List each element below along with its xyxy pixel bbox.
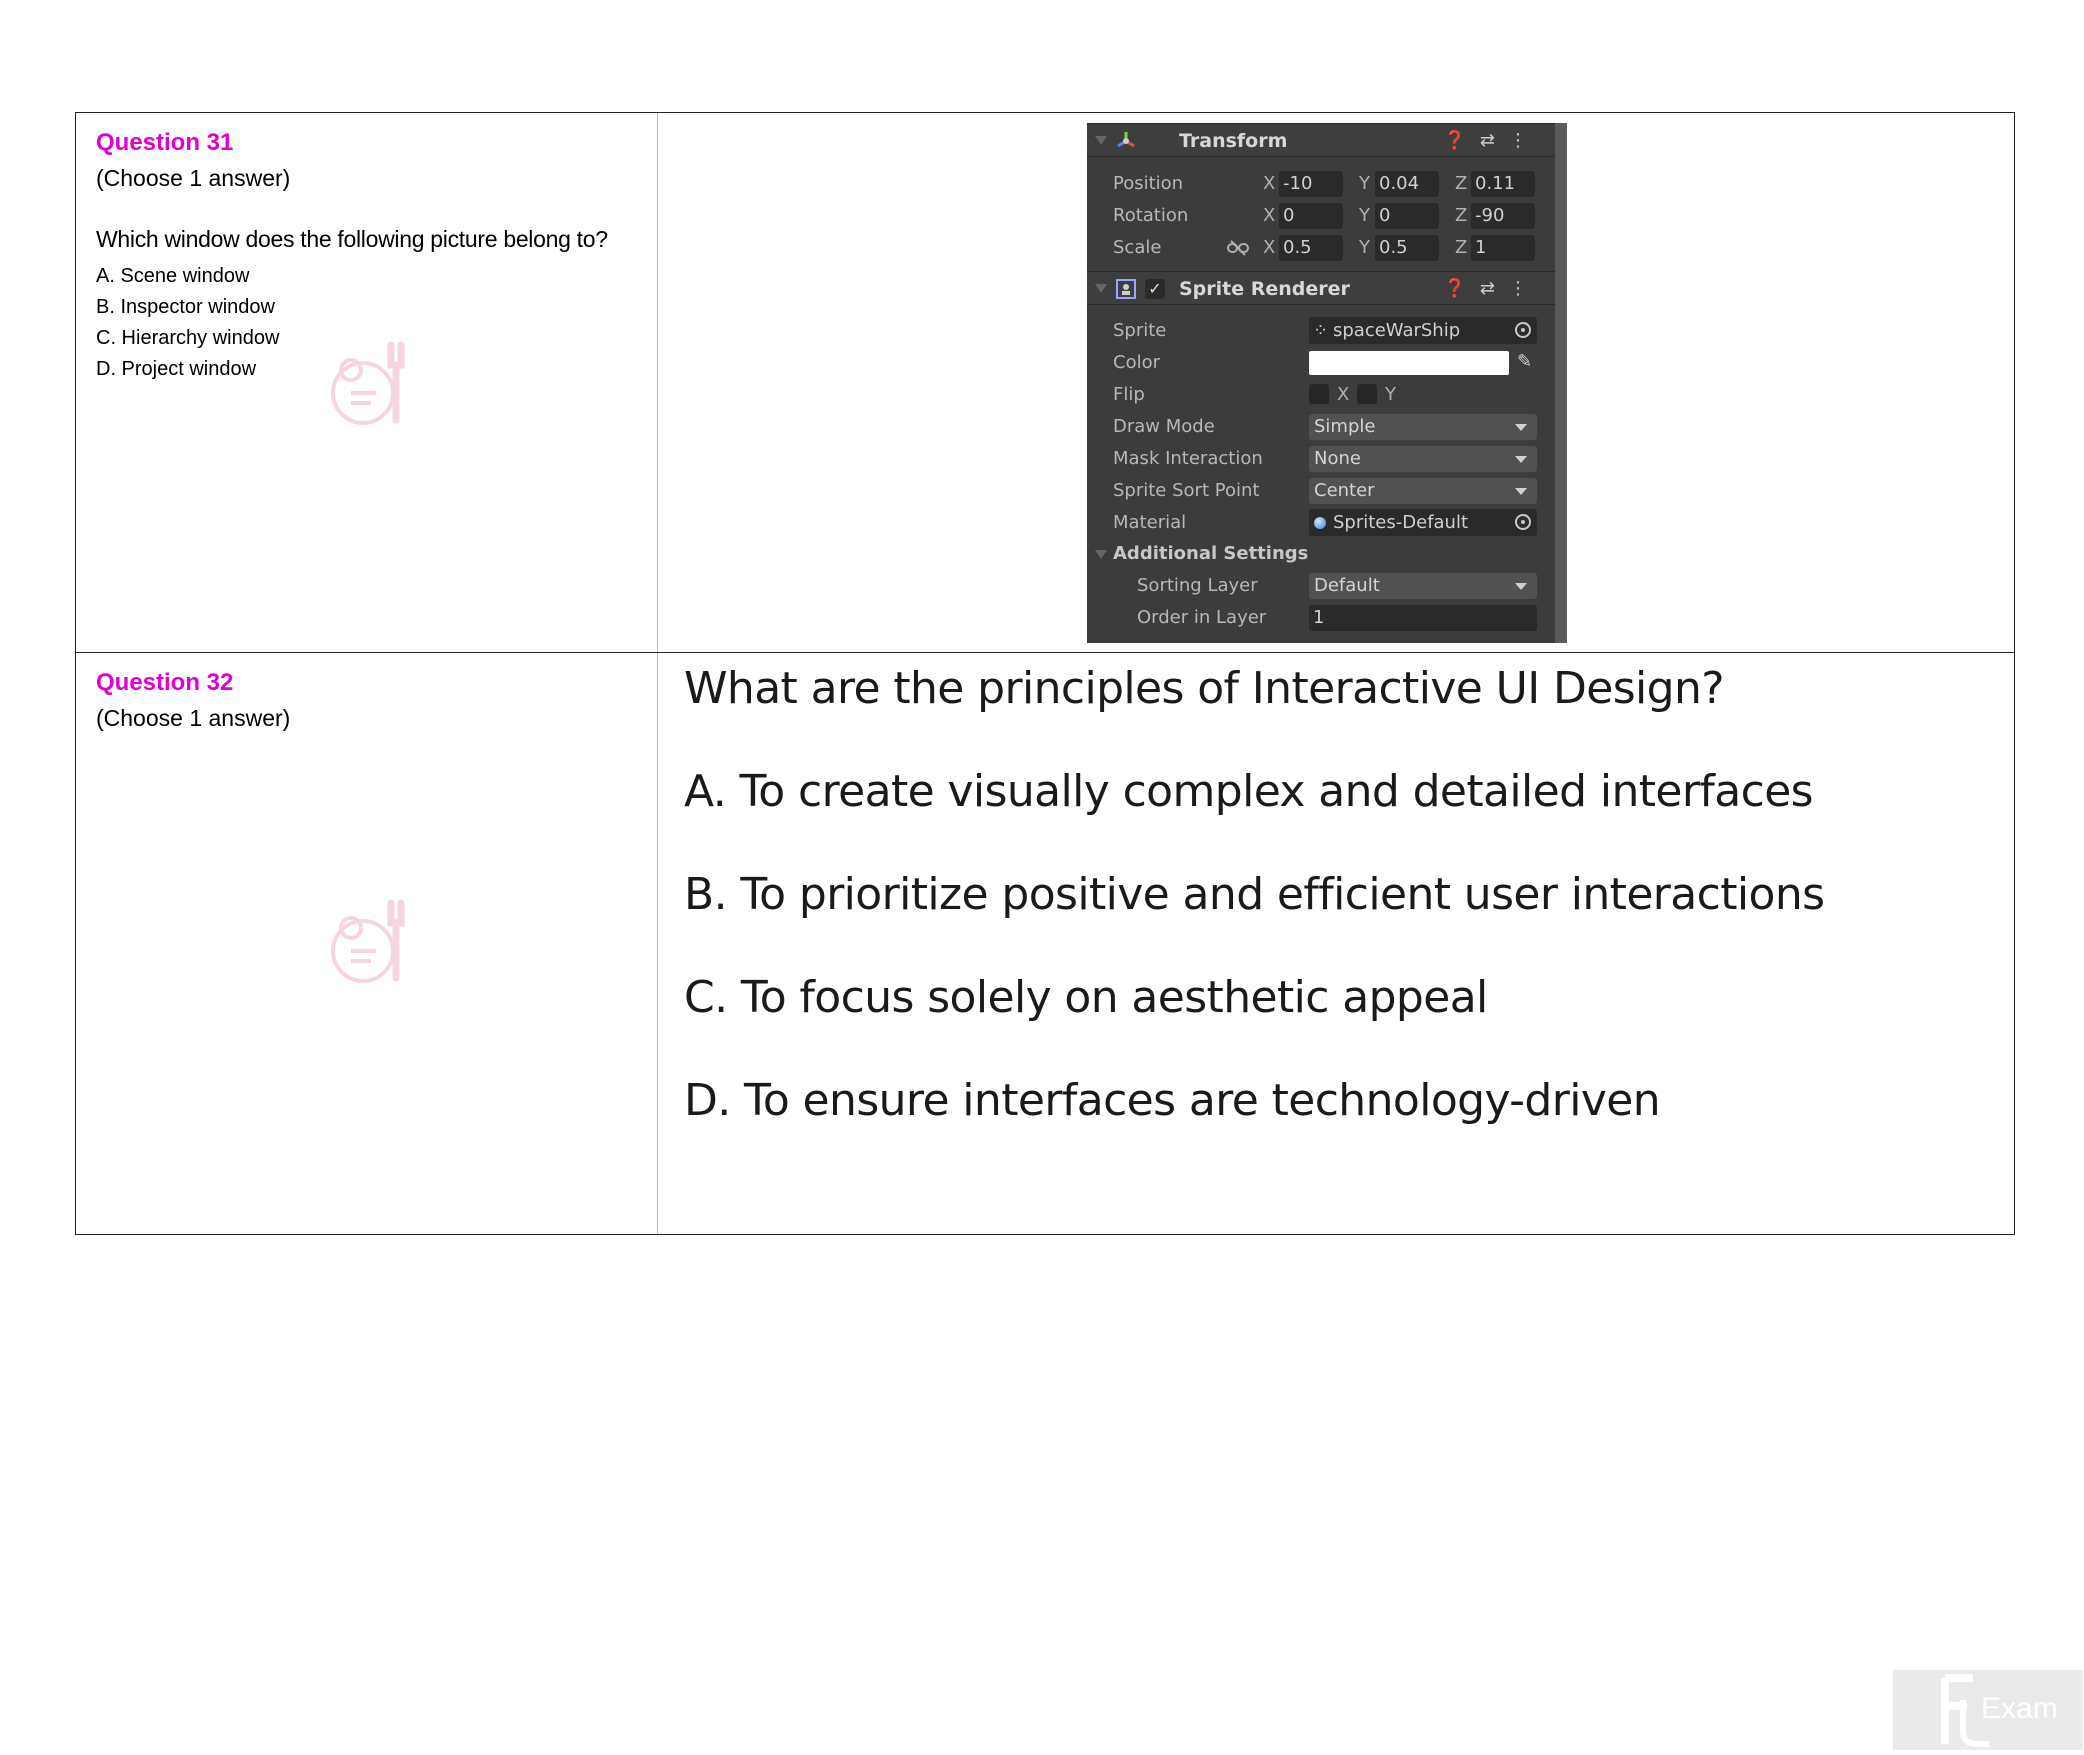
rotation-y-field[interactable]: 0 [1375, 203, 1439, 229]
additional-settings-label[interactable]: Additional Settings [1113, 543, 1309, 564]
sorting-layer-value: Default [1314, 575, 1380, 596]
transform-axes-icon [1115, 130, 1137, 152]
sprite-sort-point-dropdown[interactable] [1309, 478, 1537, 504]
flip-y-checkbox[interactable] [1357, 384, 1377, 404]
axis-z-label: Z [1455, 173, 1468, 194]
sorting-layer-label: Sorting Layer [1137, 575, 1258, 596]
object-picker-icon[interactable] [1515, 322, 1531, 338]
option-a: A. To create visually complex and detailed interfaces [684, 766, 1814, 817]
flip-x-label: X [1337, 384, 1350, 405]
question-31-choose: (Choose 1 answer) [96, 165, 291, 191]
sprite-renderer-header [1087, 271, 1555, 305]
sprite-sort-point-value: Center [1314, 480, 1375, 501]
flip-label: Flip [1113, 384, 1145, 405]
sprite-renderer-title: Sprite Renderer [1179, 278, 1350, 300]
position-z-field[interactable]: 0.11 [1471, 171, 1535, 197]
sprite-renderer-icon [1115, 278, 1137, 300]
question-31-row [76, 113, 2014, 653]
question-32-title: Question 32 [96, 669, 234, 696]
axis-z-label: Z [1455, 205, 1468, 226]
question-32-choose: (Choose 1 answer) [96, 705, 291, 731]
option-d: D. To ensure interfaces are technology-driven [684, 1075, 1661, 1126]
scale-z-field[interactable]: 1 [1471, 235, 1535, 261]
sprite-label: Sprite [1113, 320, 1167, 341]
sprite-value: spaceWarShip [1333, 320, 1461, 341]
constrain-proportions-icon[interactable] [1227, 240, 1249, 256]
mask-interaction-label: Mask Interaction [1113, 448, 1263, 469]
question-31-cell [76, 113, 658, 652]
sorting-layer-dropdown[interactable] [1309, 573, 1537, 599]
option-a: A. Scene window [96, 265, 250, 287]
material-field[interactable] [1309, 509, 1537, 536]
sprite-asset-icon: ⁘ [1313, 320, 1329, 341]
mask-interaction-dropdown[interactable] [1309, 446, 1537, 472]
logo-text: Exam [1981, 1692, 2058, 1725]
draw-mode-dropdown[interactable] [1309, 414, 1537, 440]
rotation-z-field[interactable]: -90 [1471, 203, 1535, 229]
position-x-field[interactable]: -10 [1279, 171, 1343, 197]
option-d: D. Project window [96, 358, 257, 380]
option-c: C. Hierarchy window [96, 327, 280, 349]
component-enabled-checkbox[interactable]: ✓ [1145, 279, 1165, 299]
axis-y-label: Y [1359, 205, 1370, 226]
unity-inspector-image [1087, 123, 1567, 643]
scale-y-field[interactable]: 0.5 [1375, 235, 1439, 261]
question-32-content-cell [658, 653, 2014, 1234]
question-31-title: Question 31 [96, 129, 234, 156]
transform-title: Transform [1179, 130, 1288, 152]
scale-label: Scale [1113, 237, 1162, 258]
question-32-stem: What are the principles of Interactive UI Design? [684, 663, 1725, 714]
order-in-layer-field[interactable]: 1 [1309, 605, 1537, 631]
draw-mode-value: Simple [1314, 416, 1376, 437]
draw-mode-label: Draw Mode [1113, 416, 1215, 437]
option-b: B. To prioritize positive and efficient user interactions [684, 869, 1825, 920]
axis-z-label: Z [1455, 237, 1468, 258]
flip-x-checkbox[interactable] [1309, 384, 1329, 404]
axis-x-label: X [1263, 205, 1276, 226]
sprite-field[interactable] [1309, 317, 1537, 344]
scale-x-field[interactable]: 0.5 [1279, 235, 1343, 261]
dropdown-caret-icon [1515, 488, 1527, 495]
question-32-cell [76, 653, 658, 1234]
collapse-triangle-icon[interactable] [1095, 550, 1107, 559]
color-label: Color [1113, 352, 1160, 373]
axis-x-label: X [1263, 237, 1276, 258]
material-label: Material [1113, 512, 1187, 533]
color-swatch[interactable] [1309, 351, 1509, 375]
option-c: C. To focus solely on aesthetic appeal [684, 972, 1488, 1023]
collapse-triangle-icon [1095, 284, 1107, 293]
material-asset-icon [1314, 517, 1326, 529]
axis-y-label: Y [1359, 237, 1370, 258]
transform-header [1087, 123, 1555, 157]
material-value: Sprites-Default [1333, 512, 1469, 533]
order-in-layer-label: Order in Layer [1137, 607, 1267, 628]
dropdown-caret-icon [1515, 424, 1527, 431]
dropdown-caret-icon [1515, 456, 1527, 463]
rotation-x-field[interactable]: 0 [1279, 203, 1343, 229]
dropdown-caret-icon [1515, 583, 1527, 590]
watermark-icon [321, 893, 421, 988]
rotation-label: Rotation [1113, 205, 1189, 226]
flip-y-label: Y [1385, 384, 1396, 405]
option-b: B. Inspector window [96, 296, 275, 318]
collapse-triangle-icon [1095, 136, 1107, 145]
axis-y-label: Y [1359, 173, 1370, 194]
watermark-icon [321, 335, 421, 430]
position-y-field[interactable]: 0.04 [1375, 171, 1439, 197]
component-menu-icons[interactable]: ❓⇄⋮ [1443, 278, 1541, 299]
eyedropper-icon[interactable]: ✎ [1517, 351, 1533, 372]
question-32-row [76, 653, 2014, 1234]
sprite-sort-point-label: Sprite Sort Point [1113, 480, 1260, 501]
question-31-stem: Which window does the following picture belong to? [96, 226, 608, 252]
position-label: Position [1113, 173, 1184, 194]
component-menu-icons[interactable]: ❓⇄⋮ [1443, 130, 1541, 151]
exam-logo [1893, 1670, 2083, 1750]
axis-x-label: X [1263, 173, 1276, 194]
mask-interaction-value: None [1314, 448, 1361, 469]
object-picker-icon[interactable] [1515, 514, 1531, 530]
